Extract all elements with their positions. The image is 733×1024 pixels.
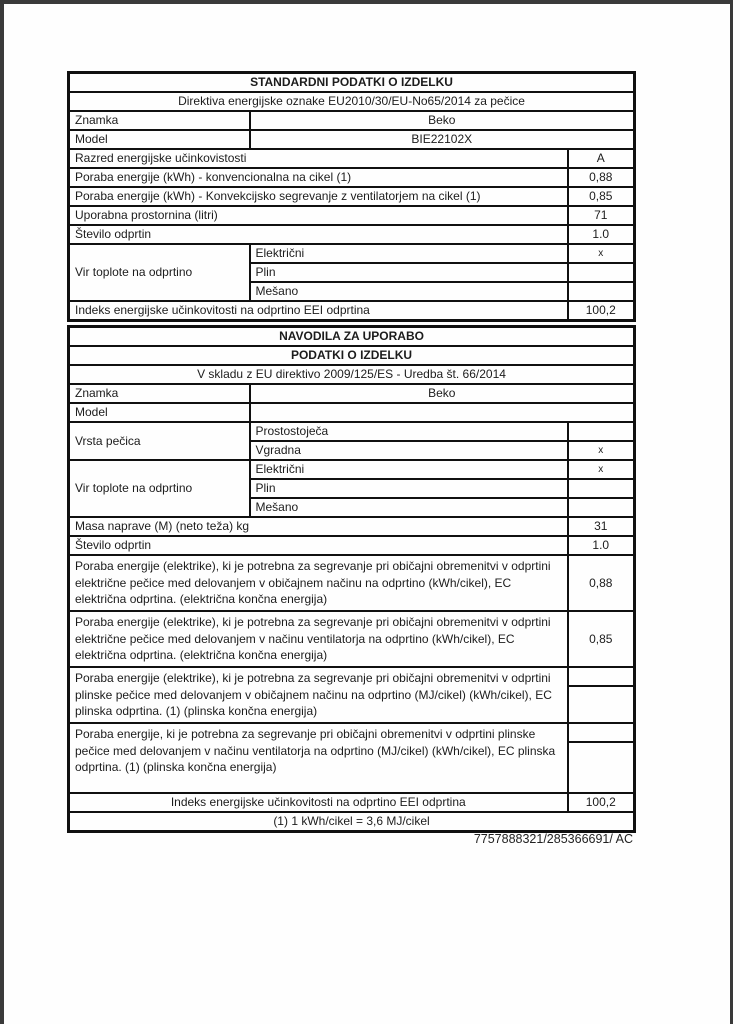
appliance-mass-label: Masa naprave (M) (neto teža) kg bbox=[69, 517, 568, 536]
electric-fan-consumption-value: 0,85 bbox=[568, 611, 635, 667]
energy-class-value: A bbox=[568, 149, 635, 168]
table-row bbox=[69, 460, 635, 479]
heat-source-gas-mark bbox=[568, 263, 635, 282]
empty-value-cell bbox=[569, 668, 634, 687]
table-row bbox=[69, 244, 635, 263]
table-row bbox=[69, 517, 635, 536]
table-row bbox=[69, 73, 635, 93]
electric-fan-consumption-text: Poraba energije (elektrike), ki je potrebna za segrevanje pri običajni obremenitvi v odprtini električne pečice med delovanjem v načinu ventilatorja na odprtino (kWh/cikel), EC električna odprtina. (električna končna energija) bbox=[69, 611, 568, 667]
table1-directive: Direktiva energijske oznake EU2010/30/EU-No65/2014 za pečice bbox=[69, 92, 635, 111]
gas-fan-consumption-value bbox=[568, 723, 635, 793]
brand-value: Beko bbox=[250, 384, 635, 403]
eei-label: Indeks energijske učinkovitosti na odprtino EEI odprtina bbox=[69, 301, 568, 321]
standard-product-data-table bbox=[67, 71, 636, 322]
electric-conventional-consumption-value: 0,88 bbox=[568, 555, 635, 611]
eei-label: Indeks energijske učinkovitosti na odprtino EEI odprtina bbox=[69, 793, 568, 812]
model-value bbox=[250, 403, 635, 422]
table-row bbox=[69, 667, 635, 723]
table-row bbox=[69, 111, 635, 130]
gas-fan-consumption-text: Poraba energije, ki je potrebna za segrevanje pri običajni obremenitvi v odprtini plinske pečice med delovanjem v načinu ventilatorja na odprtino (MJ/cikel) (kWh/cikel), EC plinska odprtina. (1) (plinska končna energija) bbox=[69, 723, 568, 793]
table2-title: NAVODILA ZA UPORABO bbox=[69, 327, 635, 347]
heat-source-mixed-mark bbox=[568, 282, 635, 301]
oven-type-freestanding-mark bbox=[568, 422, 635, 441]
table-row bbox=[69, 384, 635, 403]
heat-source-gas-mark bbox=[568, 479, 635, 498]
heat-source-electric-mark: x bbox=[568, 460, 635, 479]
user-instructions-product-table bbox=[67, 325, 636, 833]
table-row bbox=[69, 536, 635, 555]
cavity-count-label: Število odprtin bbox=[69, 225, 568, 244]
empty-value-cell bbox=[569, 724, 634, 743]
heat-source-mixed-label: Mešano bbox=[250, 498, 568, 517]
heat-source-gas-label: Plin bbox=[250, 263, 568, 282]
cavity-count-value: 1.0 bbox=[568, 536, 635, 555]
fan-consumption-label: Poraba energije (kWh) - Konvekcijsko segrevanje z ventilatorjem na cikel (1) bbox=[69, 187, 568, 206]
model-label: Model bbox=[69, 130, 250, 149]
table-row bbox=[69, 403, 635, 422]
footnote-conversion: (1) 1 kWh/cikel = 3,6 MJ/cikel bbox=[69, 812, 635, 832]
table1-title: STANDARDNI PODATKI O IZDELKU bbox=[69, 73, 635, 93]
table-row bbox=[69, 346, 635, 365]
heat-source-mixed-label: Mešano bbox=[250, 282, 568, 301]
usable-volume-value: 71 bbox=[568, 206, 635, 225]
gas-conventional-consumption-text: Poraba energije (elektrike), ki je potrebna za segrevanje pri običajni obremenitvi v odprtini plinske pečice med delovanjem v običajnem načinu na odprtino (MJ/cikel) (kWh/cikel), EC plinska odprtina. (1) (plinska končna energija) bbox=[69, 667, 568, 723]
heat-source-label: Vir toplote na odprtino bbox=[69, 244, 250, 301]
brand-value: Beko bbox=[250, 111, 635, 130]
oven-type-label: Vrsta pečica bbox=[69, 422, 250, 460]
brand-label: Znamka bbox=[69, 384, 250, 403]
heat-source-mixed-mark bbox=[568, 498, 635, 517]
gas-conventional-consumption-value bbox=[568, 667, 635, 723]
table-row bbox=[69, 793, 635, 812]
heat-source-gas-label: Plin bbox=[250, 479, 568, 498]
eei-value: 100,2 bbox=[568, 301, 635, 321]
cavity-count-label: Število odprtin bbox=[69, 536, 568, 555]
usable-volume-label: Uporabna prostornina (litri) bbox=[69, 206, 568, 225]
table-row bbox=[69, 723, 635, 793]
table-row bbox=[69, 611, 635, 667]
table-row bbox=[69, 130, 635, 149]
oven-type-builtin-mark: x bbox=[568, 441, 635, 460]
cavity-count-value: 1.0 bbox=[568, 225, 635, 244]
conventional-consumption-label: Poraba energije (kWh) - konvencionalna na cikel (1) bbox=[69, 168, 568, 187]
table2-subtitle: PODATKI O IZDELKU bbox=[69, 346, 635, 365]
heat-source-label: Vir toplote na odprtino bbox=[69, 460, 250, 517]
heat-source-electric-label: Električni bbox=[250, 460, 568, 479]
heat-source-electric-label: Električni bbox=[250, 244, 568, 263]
oven-type-builtin-label: Vgradna bbox=[250, 441, 568, 460]
model-label: Model bbox=[69, 403, 250, 422]
table-row bbox=[69, 422, 635, 441]
energy-class-label: Razred energijske učinkovistosti bbox=[69, 149, 568, 168]
conventional-consumption-value: 0,88 bbox=[568, 168, 635, 187]
table-row bbox=[69, 365, 635, 384]
model-value: BIE22102X bbox=[250, 130, 635, 149]
table-row bbox=[69, 168, 635, 187]
fan-consumption-value: 0,85 bbox=[568, 187, 635, 206]
table-row bbox=[69, 812, 635, 832]
table-row bbox=[69, 206, 635, 225]
eei-value: 100,2 bbox=[568, 793, 635, 812]
table-row bbox=[69, 149, 635, 168]
table-row bbox=[69, 225, 635, 244]
oven-type-freestanding-label: Prostostoječa bbox=[250, 422, 568, 441]
table-row bbox=[69, 187, 635, 206]
heat-source-electric-mark: x bbox=[568, 244, 635, 263]
brand-label: Znamka bbox=[69, 111, 250, 130]
table-row bbox=[69, 301, 635, 321]
table-row bbox=[69, 92, 635, 111]
electric-conventional-consumption-text: Poraba energije (elektrike), ki je potrebna za segrevanje pri običajni obremenitvi v odprtini električne pečice med delovanjem v običajnem načinu na odprtino (kWh/cikel), EC električna odprtina. (električna končna energija) bbox=[69, 555, 568, 611]
empty-value-cell bbox=[569, 687, 634, 722]
table-row bbox=[69, 327, 635, 347]
table2-directive: V skladu z EU direktivo 2009/125/ES - Uredba št. 66/2014 bbox=[69, 365, 635, 384]
document-reference-code: 7757888321/285366691/ AC bbox=[473, 832, 633, 846]
empty-value-cell bbox=[569, 743, 634, 792]
table-row bbox=[69, 555, 635, 611]
appliance-mass-value: 31 bbox=[568, 517, 635, 536]
